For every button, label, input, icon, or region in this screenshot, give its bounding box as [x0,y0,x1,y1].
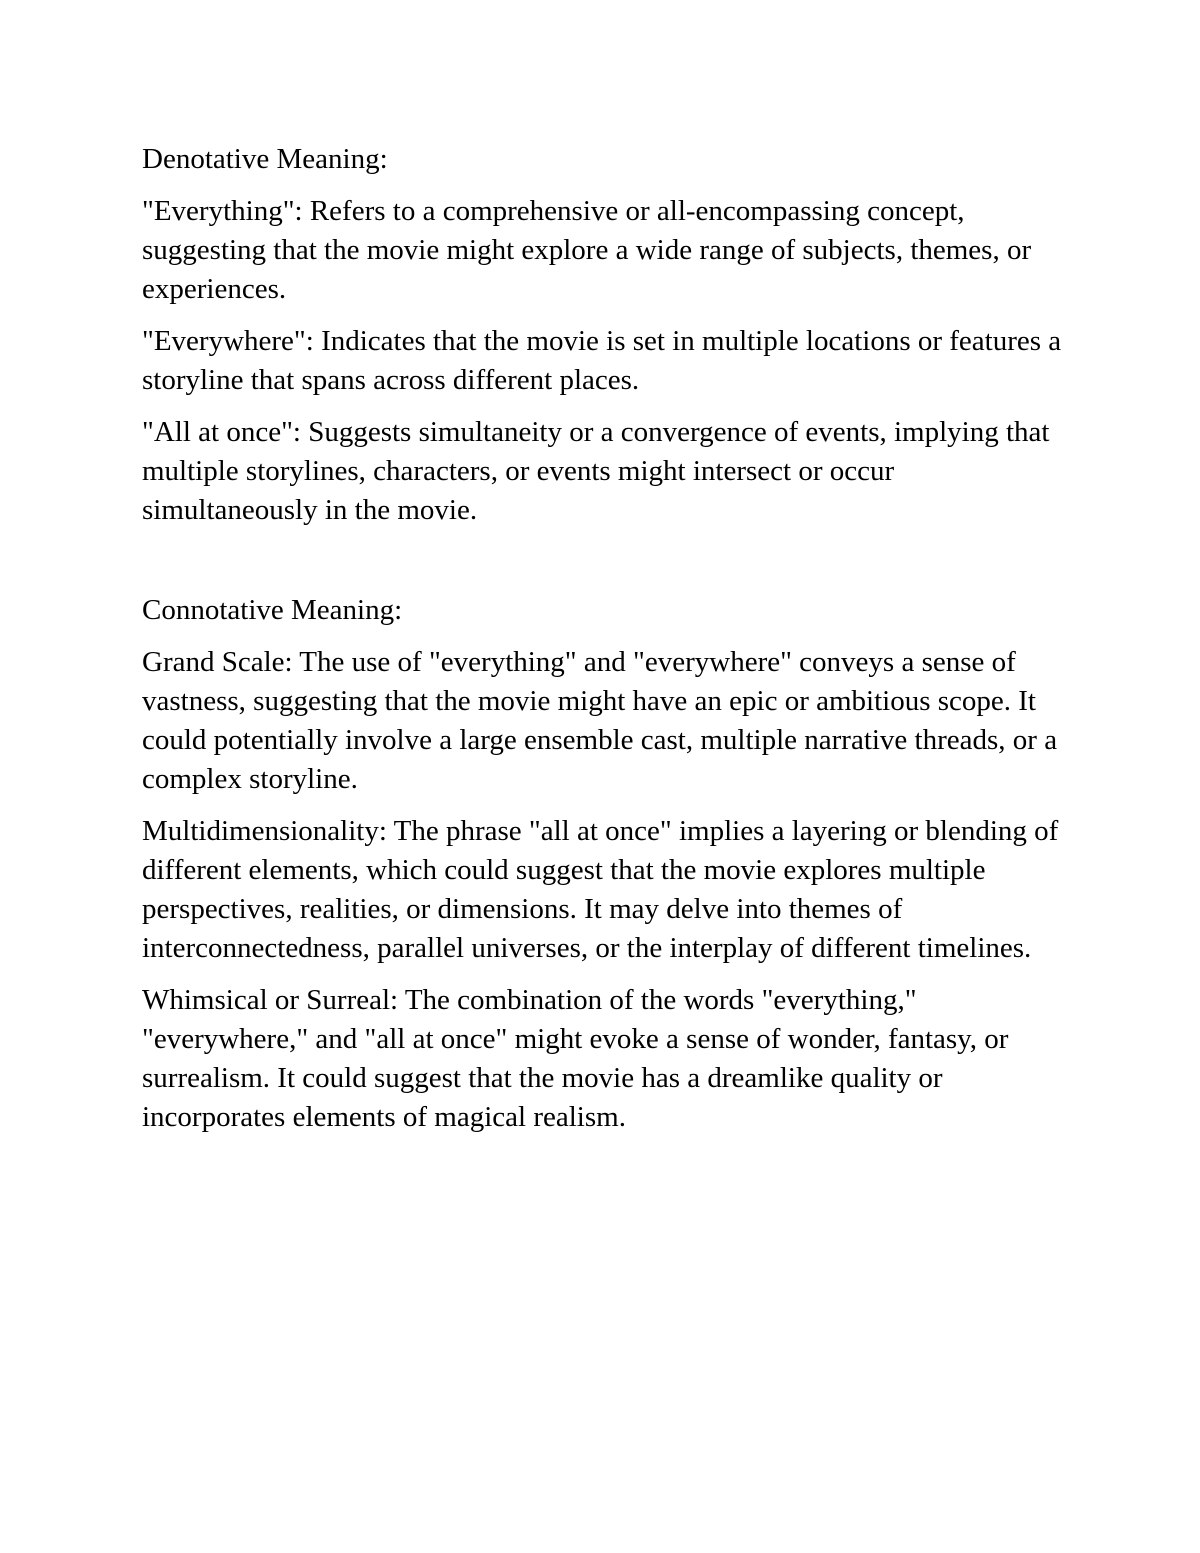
document-body [142,140,1072,1150]
connotative-heading: Connotative Meaning: [142,594,403,626]
paragraph-multidimensionality: Multidimensionality: The phrase "all at once" implies a layering or blending of different elements, which could suggest that the movie explores multiple perspectives, realities, or dimensions. It may delve into themes of interconnectedness, parallel universes, or the interplay of different timelines. [142,815,1059,964]
paragraph-everything: "Everything": Refers to a comprehensive or all-encompassing concept, suggesting that the movie might explore a wide range of subjects, themes, or experiences. [142,195,1032,305]
paragraph-grand-scale: Grand Scale: The use of "everything" and "everywhere" conveys a sense of vastness, suggesting that the movie might have an epic or ambitious scope. It could potentially involve a large ensemble cast, multiple narrative threads, or a complex storyline. [142,646,1058,795]
section-spacer [142,543,1072,591]
denotative-heading: Denotative Meaning: [142,143,388,175]
paragraph-whimsical-surreal: Whimsical or Surreal: The combination of the words "everything," "everywhere," and "all at once" might evoke a sense of wonder, fantasy, or surrealism. It could suggest that the movie has a dreamlike quality or incorporates elements of magical realism. [142,984,1009,1133]
paragraph-all-at-once: "All at once": Suggests simultaneity or a convergence of events, implying that multiple storylines, characters, or events might intersect or occur simultaneously in the movie. [142,416,1050,526]
paragraph-everywhere: "Everywhere": Indicates that the movie is set in multiple locations or features a storyline that spans across different places. [142,325,1062,396]
